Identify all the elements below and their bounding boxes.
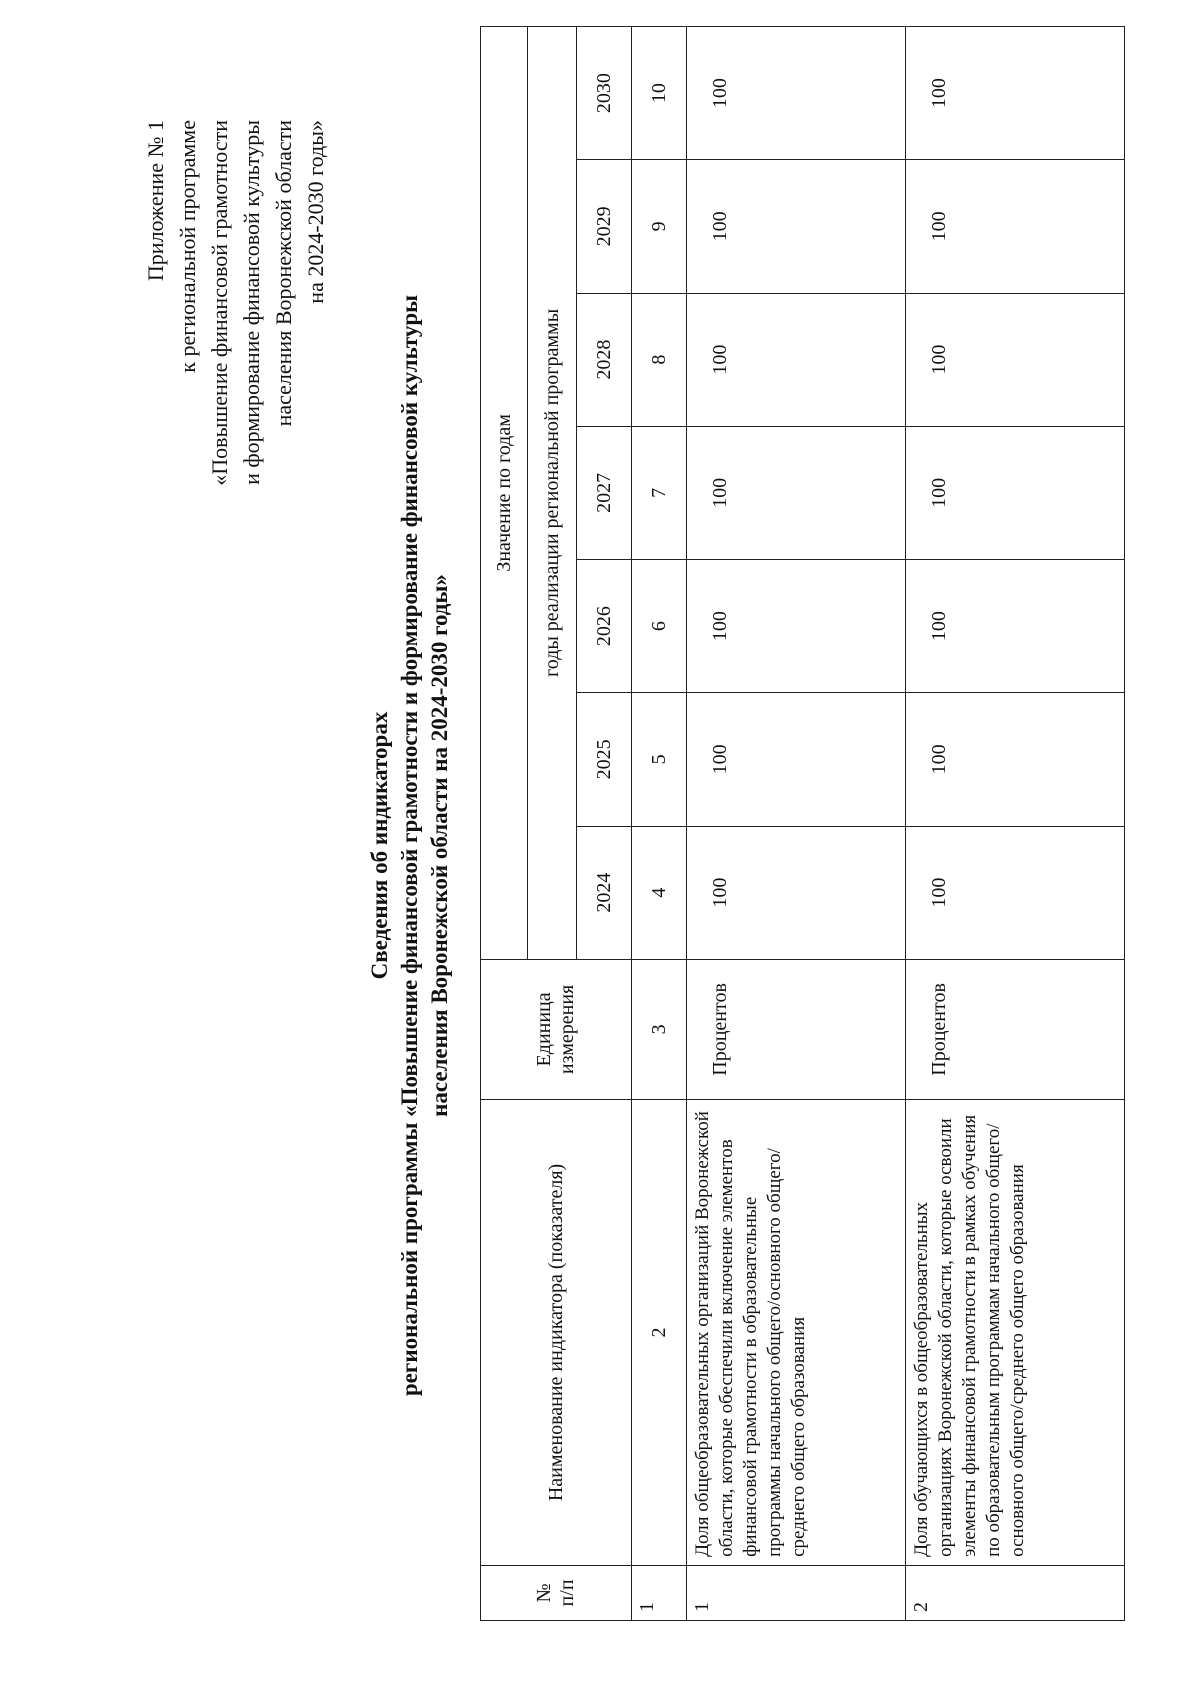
header-program-years: годы реализации региональной программы xyxy=(528,27,577,960)
indicator-value: 100 xyxy=(687,426,906,559)
indicator-value: 100 xyxy=(687,693,906,826)
column-number: 4 xyxy=(632,826,687,959)
header-year: 2028 xyxy=(577,293,632,426)
table-row xyxy=(906,27,1125,1621)
title-line-2: региональной программы «Повышение финансовой грамотности и формирование финансовой культуры xyxy=(397,294,422,1397)
appendix-line: «Повышение финансовой грамотности xyxy=(207,120,232,486)
column-number: 1 xyxy=(632,1565,687,1620)
header-num: № п/п xyxy=(481,1565,632,1620)
column-number: 6 xyxy=(632,560,687,693)
header-name: Наименование индикатора (показателя) xyxy=(481,1100,632,1566)
header-unit: Единица измерения xyxy=(481,959,632,1099)
row-num: 1 xyxy=(687,1565,906,1620)
header-year: 2029 xyxy=(577,160,632,293)
appendix-line: Приложение № 1 xyxy=(143,120,168,282)
column-number: 8 xyxy=(632,293,687,426)
column-number-row xyxy=(632,27,687,1621)
indicator-value: 100 xyxy=(906,426,1125,559)
header-year: 2024 xyxy=(577,826,632,959)
indicator-value: 100 xyxy=(687,160,906,293)
indicator-value: 100 xyxy=(906,693,1125,826)
indicators-table xyxy=(480,26,1125,1621)
indicator-value: 100 xyxy=(687,826,906,959)
indicator-value: 100 xyxy=(687,27,906,160)
indicator-name: Доля обучающихся в общеобразовательных организациях Воронежской области, которые освоили элементы финансовой грамотности в рамках обучения по образовательным программам начального общего/основного общего/среднего общего образования xyxy=(906,1100,1125,1566)
appendix-line: и формирование финансовой культуры xyxy=(239,120,264,485)
header-row-1 xyxy=(481,27,528,1621)
appendix-block xyxy=(140,120,332,486)
indicator-value: 100 xyxy=(906,27,1125,160)
indicator-unit: Процентов xyxy=(687,959,906,1099)
column-number: 3 xyxy=(632,959,687,1099)
appendix-line: к региональной программе xyxy=(175,120,200,373)
column-number: 10 xyxy=(632,27,687,160)
indicator-value: 100 xyxy=(687,293,906,426)
indicator-name: Доля общеобразовательных организаций Воронежской области, которые обеспечили включение элементов финансовой грамотности в образовательные программы начального общего/основного общего/среднего общего образования xyxy=(687,1100,906,1566)
header-year: 2030 xyxy=(577,27,632,160)
document-title xyxy=(365,0,455,1691)
table-row xyxy=(687,27,906,1621)
indicator-value: 100 xyxy=(687,560,906,693)
appendix-line: на 2024-2030 годы» xyxy=(303,120,328,304)
column-number: 9 xyxy=(632,160,687,293)
indicator-value: 100 xyxy=(906,293,1125,426)
indicator-value: 100 xyxy=(906,160,1125,293)
indicator-value: 100 xyxy=(906,826,1125,959)
header-year: 2026 xyxy=(577,560,632,693)
column-number: 2 xyxy=(632,1100,687,1566)
header-year: 2025 xyxy=(577,693,632,826)
title-line-3: населения Воронежской области на 2024-2030 годы» xyxy=(427,574,452,1117)
title-line-1: Сведения об индикаторах xyxy=(367,711,392,980)
column-number: 7 xyxy=(632,426,687,559)
row-num: 2 xyxy=(906,1565,1125,1620)
indicator-value: 100 xyxy=(906,560,1125,693)
appendix-line: населения Воронежской области xyxy=(271,120,296,427)
header-values-by-year: Значение по годам xyxy=(481,27,528,960)
indicator-unit: Процентов xyxy=(906,959,1125,1099)
column-number: 5 xyxy=(632,693,687,826)
header-year: 2027 xyxy=(577,426,632,559)
